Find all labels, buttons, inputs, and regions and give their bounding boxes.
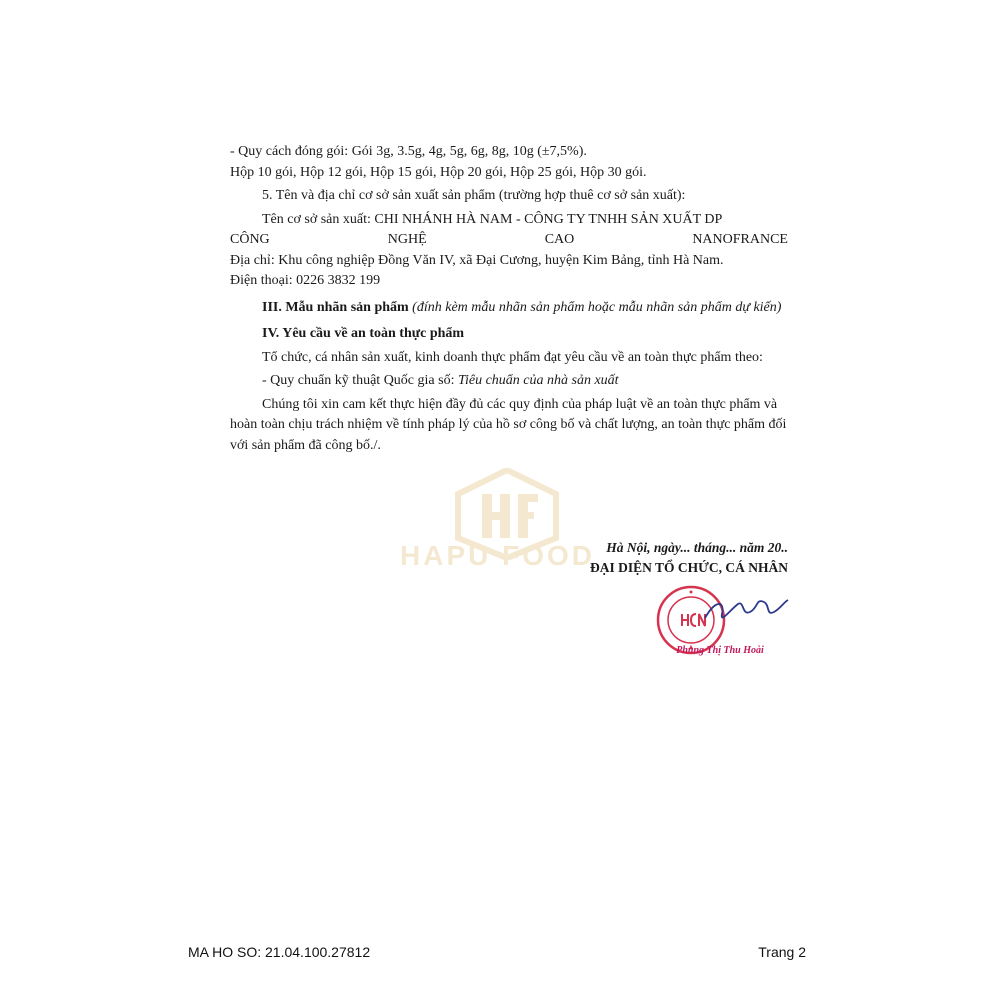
facility-phone: Điện thoại: 0226 3832 199 <box>230 273 381 288</box>
handwritten-signature-icon <box>700 590 790 630</box>
signer-name: Phùng Thị Thu Hoài <box>676 645 764 656</box>
packing-spec-line: - Quy cách đóng gói: Gói 3g, 3.5g, 4g, 5g, 6g, 8g, 10g (±7,5%). <box>230 144 587 159</box>
facility-word: NANOFRANCE <box>692 232 788 247</box>
commitment-paragraph: Chúng tôi xin cam kết thực hiện đầy đủ các quy định của pháp luật về an toàn thực phẩm và hoàn toàn chịu trách nhiệm về tính pháp lý của hồ sơ công bố và chất lượng, an toàn thực phẩm đối với sản phẩm đã công bố./. <box>230 396 787 453</box>
standard-value: Tiêu chuẩn của nhà sản xuất <box>457 373 619 388</box>
facility-address: Địa chỉ: Khu công nghiệp Đồng Văn IV, xã Đại Cương, huyện Kim Bảng, tỉnh Hà Nam. <box>230 252 724 268</box>
document-body <box>230 142 788 456</box>
facility-name-line: Tên cơ sở sản xuất: CHI NHÁNH HÀ NAM - CÔNG TY TNHH SẢN XUẤT DP <box>262 211 723 227</box>
section-3-note: (đính kèm mẫu nhãn sản phẩm hoặc mẫu nhãn sản phẩm dự kiến) <box>412 299 782 315</box>
page-number: Trang 2 <box>758 944 806 960</box>
watermark-text: HAPU FOOD <box>400 540 595 571</box>
standard-label: - Quy chuẩn kỹ thuật Quốc gia số: <box>262 373 455 388</box>
date-line: Hà Nội, ngày... tháng... năm 20.. <box>606 540 788 555</box>
packing-box-line: Hộp 10 gói, Hộp 12 gói, Hộp 15 gói, Hộp 20 gói, Hộp 25 gói, Hộp 30 gói. <box>230 164 647 180</box>
facility-name-continued <box>230 230 788 251</box>
section-3-title: III. Mẫu nhãn sản phẩm <box>262 299 409 315</box>
section-3-paragraph <box>230 298 788 319</box>
facility-word: CAO <box>544 232 575 247</box>
dossier-code: MA HO SO: 21.04.100.27812 <box>188 944 371 960</box>
standard-line <box>230 371 788 392</box>
signature-block <box>540 538 788 578</box>
section-4-text: Tổ chức, cá nhân sản xuất, kinh doanh thực phẩm đạt yêu cầu về an toàn thực phẩm theo: <box>262 349 763 365</box>
representative-title: ĐẠI DIỆN TỔ CHỨC, CÁ NHÂN <box>589 560 788 575</box>
section-5-heading: 5. Tên và địa chỉ cơ sở sản xuất sản phẩm (trường hợp thuê cơ sở sản xuất): <box>262 188 686 203</box>
section-4-title: IV. Yêu cầu về an toàn thực phẩm <box>262 326 465 341</box>
facility-word: NGHỆ <box>387 232 427 247</box>
facility-word: CÔNG <box>230 232 270 247</box>
